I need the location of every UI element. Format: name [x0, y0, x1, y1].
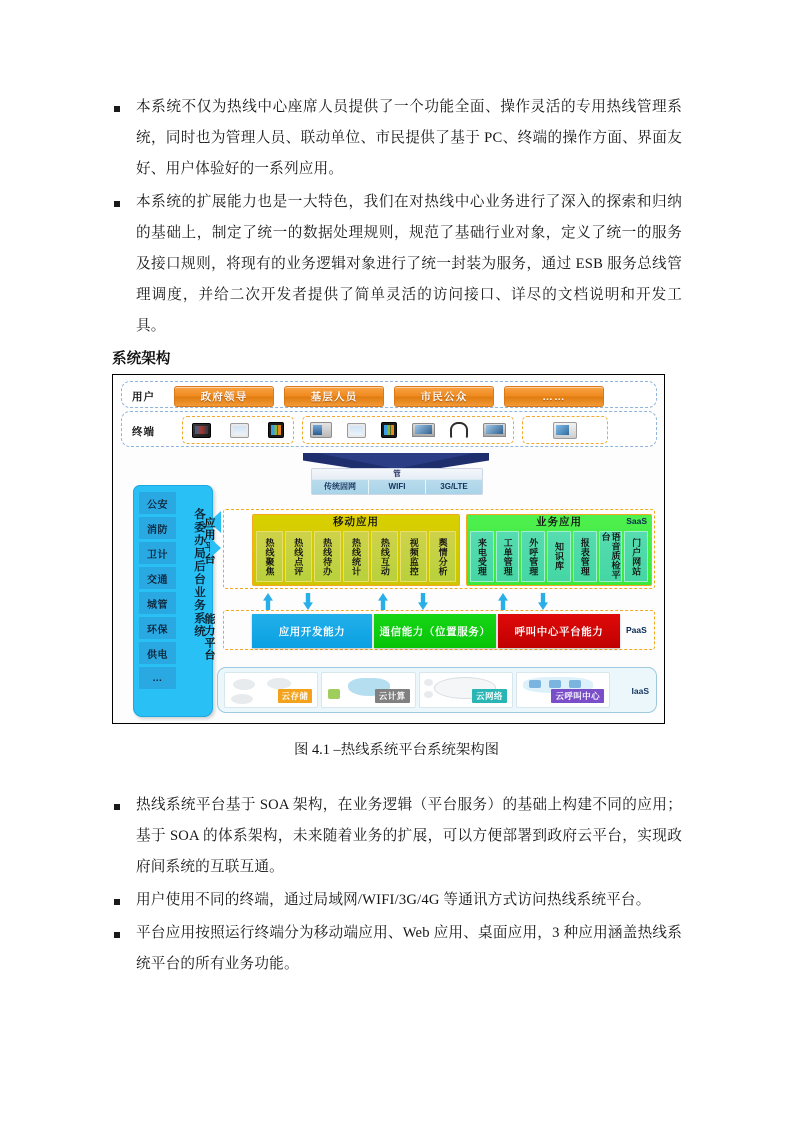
phone-dark-icon — [192, 423, 211, 438]
network-channel-3glte: 3G/LTE — [440, 481, 468, 491]
app-platform-inbound-arrow-icon — [210, 538, 221, 558]
business-app-call-handling[interactable]: 来电受理 — [470, 531, 494, 582]
tablet-icon — [230, 423, 249, 438]
iaas-cell-cloud-storage[interactable] — [224, 672, 318, 708]
capability-call-center[interactable]: 呼叫中心平台能力 — [498, 614, 620, 648]
iaas-tag: IaaS — [631, 686, 649, 696]
department-item-health[interactable]: 卫计 — [139, 542, 176, 564]
bottom-bullet-list — [112, 790, 682, 982]
mobile-app-video-monitor[interactable]: 视频监控 — [400, 531, 427, 582]
user-button-grassroots-staff[interactable]: 基层人员 — [284, 386, 384, 407]
user-button-more[interactable]: …… — [504, 386, 604, 407]
iaas-label-cloud-network: 云网络 — [472, 689, 507, 703]
bullet-marker — [112, 885, 136, 916]
app-grid-icon — [381, 422, 397, 438]
app-platform-vertical-label: 应用平台 — [203, 517, 215, 565]
bullet-marker — [112, 790, 136, 821]
desktop-monitor-icon — [553, 422, 577, 439]
business-app-outbound[interactable]: 外呼管理 — [521, 531, 545, 582]
mobile-app-hotline-review[interactable]: 热线点评 — [285, 531, 312, 582]
bullet-marker — [112, 92, 136, 123]
user-button-government-leader[interactable]: 政府领导 — [174, 386, 274, 407]
paas-tag: PaaS — [626, 625, 647, 635]
department-item-power[interactable]: 供电 — [139, 642, 176, 664]
bullet-marker — [112, 187, 136, 218]
iaas-cell-cloud-computing[interactable] — [321, 672, 415, 708]
capability-platform-vertical-label: 能力平台 — [203, 613, 215, 661]
paragraph-text: 平台应用按照运行终端分为移动端应用、Web 应用、桌面应用，3 种应用涵盖热线系统平台的所有业务功能。 — [136, 925, 682, 972]
terminal-group-mobile — [182, 416, 294, 444]
capability-platform-container — [223, 610, 655, 650]
laptop-open-icon — [483, 423, 506, 437]
departments-list — [139, 492, 176, 692]
mobile-app-hotline-todo[interactable]: 热线待办 — [314, 531, 341, 582]
list-item — [112, 92, 682, 185]
connector-arrow-down-icon — [538, 593, 548, 610]
iaas-cell-cloud-call-center[interactable] — [516, 672, 610, 708]
node-icon — [424, 691, 433, 698]
figure-caption: 图 4.1 –热线系统平台系统架构图 — [293, 742, 500, 758]
headset-pc-icon — [310, 422, 332, 438]
department-item-urban-management[interactable]: 城管 — [139, 592, 176, 614]
business-app-reports[interactable]: 报表管理 — [573, 531, 597, 582]
infrastructure-container — [217, 667, 657, 713]
list-item — [112, 918, 682, 980]
cloud-icon — [267, 678, 291, 689]
iaas-label-cloud-call-center: 云呼叫中心 — [551, 689, 604, 703]
mobile-applications-block — [252, 514, 460, 586]
node-icon — [424, 679, 433, 686]
connector-arrow-up-icon — [498, 593, 508, 610]
page-section-heading: 系统架构 — [112, 351, 171, 367]
tablet-icon — [347, 423, 366, 438]
business-app-voice-qa[interactable]: 语音质检平台 — [599, 531, 623, 582]
list-item — [112, 885, 682, 916]
server-icon — [328, 689, 340, 699]
laptop-icon — [412, 423, 435, 437]
cloud-icon — [233, 679, 255, 690]
iaas-label-cloud-computing: 云计算 — [375, 689, 410, 703]
connector-arrow-down-icon — [418, 593, 428, 610]
terminals-row — [121, 411, 657, 447]
terminal-group-office — [302, 416, 514, 444]
network-channel-wifi: WIFI — [369, 480, 426, 494]
cloud-icon — [231, 694, 253, 704]
department-item-public-security[interactable]: 公安 — [139, 492, 176, 514]
mobile-applications-title: 移动应用 — [333, 516, 379, 528]
bullet-marker — [112, 918, 136, 949]
capability-communication[interactable]: 通信能力（位置服务） — [374, 614, 496, 648]
paragraph-text: 热线系统平台基于 SOA 架构，在业务逻辑（平台服务）的基础上构建不同的应用；基于 SOA 的体系架构，未来随着业务的扩展，可以方便部署到政府云平台，实现政府间系统的互联互通。 — [136, 797, 682, 875]
business-app-knowledge-base[interactable]: 知识库 — [547, 531, 571, 582]
connector-arrow-down-icon — [303, 593, 313, 610]
mobile-app-hotline-interaction[interactable]: 热线互动 — [371, 531, 398, 582]
department-item-transport[interactable]: 交通 — [139, 567, 176, 589]
headset-icon — [450, 422, 468, 439]
paragraph-text: 用户使用不同的终端，通过局域网/WIFI/3G/4G 等通讯方式访问热线系统平台。 — [136, 892, 651, 908]
network-title: 管 — [393, 469, 401, 478]
network-channels-box — [311, 468, 483, 495]
list-item — [112, 790, 682, 883]
terminals-row-label: 终端 — [132, 426, 155, 438]
mobile-app-hotline-focus[interactable]: 热线聚焦 — [256, 531, 283, 582]
department-item-more[interactable]: … — [139, 667, 176, 689]
terminal-group-desktop — [522, 416, 608, 444]
paragraph-text: 本系统的扩展能力也是一大特色，我们在对热线中心业务进行了深入的探索和归纳的基础上，制定了统一的数据处理规则，规范了基础行业对象，定义了统一的服务及接口规则，将现有的业务逻辑对象进行了统一封装为服务，通过 ESB 服务总线管理调度，并给二次开发者提供了简单灵活的访问接口、详尽的文档说明和开发工具。 — [136, 194, 682, 334]
agent-icon — [569, 680, 581, 688]
mobile-app-opinion-analysis[interactable]: 舆情分析 — [429, 531, 456, 582]
user-button-citizens[interactable]: 市民公众 — [394, 386, 494, 407]
network-band — [303, 453, 489, 497]
agent-icon — [529, 680, 541, 688]
business-applications-title: 业务应用 — [536, 516, 582, 528]
capability-app-development[interactable]: 应用开发能力 — [252, 614, 372, 648]
architecture-diagram — [112, 374, 665, 724]
paragraph-text: 本系统不仅为热线中心座席人员提供了一个功能全面、操作灵活的专用热线管理系统，同时也为管理人员、联动单位、市民提供了基于 PC、终端的操作方面、界面友好、用户体验好的一系列应用。 — [136, 99, 682, 177]
app-grid-icon — [268, 422, 284, 438]
top-bullet-list — [112, 92, 682, 344]
network-channel-fixed: 传统固网 — [312, 480, 369, 494]
business-app-work-order[interactable]: 工单管理 — [496, 531, 520, 582]
department-item-fire[interactable]: 消防 — [139, 517, 176, 539]
list-item — [112, 187, 682, 342]
mobile-app-hotline-stats[interactable]: 热线统计 — [343, 531, 370, 582]
iaas-label-cloud-storage: 云存储 — [278, 689, 313, 703]
departments-vertical-title: 各委办局后台业务系统 — [193, 508, 205, 638]
business-app-portal[interactable]: 门户网站 — [624, 531, 648, 582]
users-row-label: 用户 — [132, 391, 155, 403]
connector-arrow-up-icon — [378, 593, 388, 610]
iaas-cell-cloud-network[interactable] — [419, 672, 513, 708]
saas-tag: SaaS — [626, 516, 647, 526]
app-platform-container — [223, 509, 655, 589]
agent-icon — [549, 680, 561, 688]
users-row — [121, 381, 657, 408]
business-applications-block — [466, 514, 652, 586]
department-item-environment[interactable]: 环保 — [139, 617, 176, 639]
connector-arrow-up-icon — [263, 593, 273, 610]
